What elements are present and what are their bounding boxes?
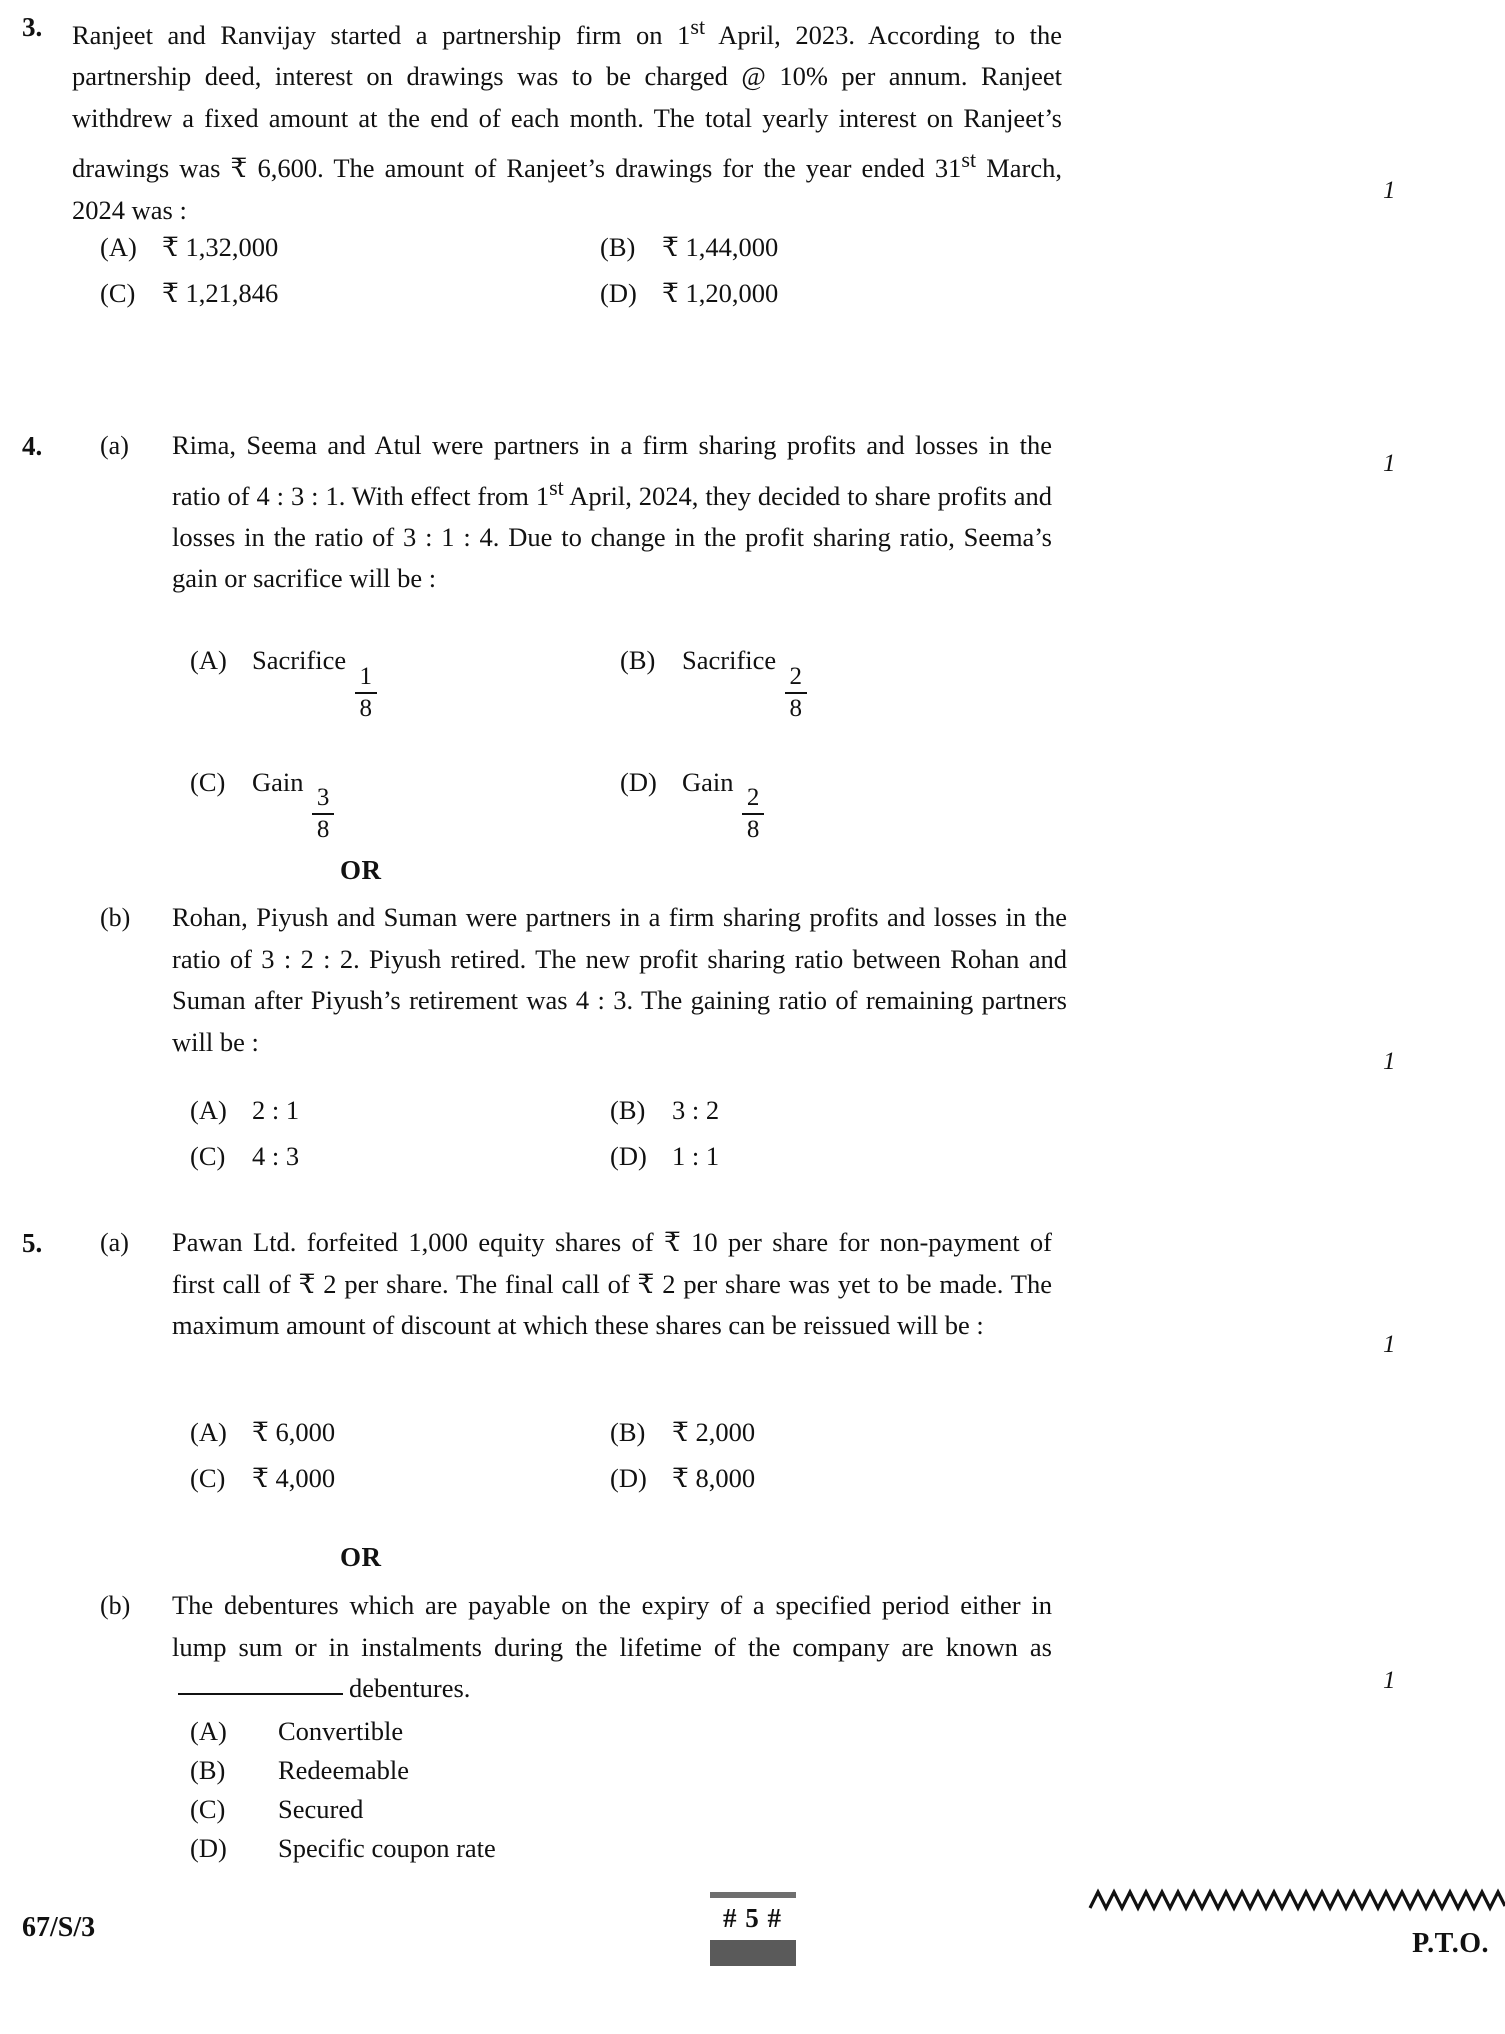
option-b[interactable] bbox=[610, 1412, 755, 1452]
question-5b-stem-suffix: debentures. bbox=[349, 1673, 471, 1703]
option-row bbox=[100, 273, 1300, 313]
option-d-tag: (D) bbox=[190, 1833, 227, 1863]
option-d-value: 1 : 1 bbox=[672, 1141, 720, 1171]
option-c-value: ₹ 1,21,846 bbox=[162, 278, 279, 308]
option-a[interactable] bbox=[190, 1712, 1090, 1751]
option-b-fraction bbox=[785, 664, 807, 722]
option-a[interactable] bbox=[190, 1090, 610, 1130]
option-d-word: Gain bbox=[682, 766, 734, 797]
option-a-fraction bbox=[355, 664, 377, 722]
question-5b-label: (b) bbox=[100, 1591, 131, 1620]
option-b[interactable] bbox=[620, 640, 809, 722]
option-c-value: ₹ 4,000 bbox=[252, 1463, 336, 1493]
option-d-tag: (D) bbox=[600, 278, 637, 308]
option-b-word: Sacrifice bbox=[682, 645, 777, 675]
option-d[interactable] bbox=[610, 1458, 755, 1498]
option-c-word: Gain bbox=[252, 766, 304, 797]
fraction-bar bbox=[742, 813, 764, 815]
option-c-tag: (C) bbox=[190, 766, 226, 797]
question-5a-label: (a) bbox=[100, 1228, 129, 1257]
fraction-numerator: 2 bbox=[789, 662, 803, 690]
question-5-or-separator: OR bbox=[340, 1542, 382, 1572]
option-row bbox=[190, 1412, 1390, 1452]
option-b-tag: (B) bbox=[610, 1095, 646, 1125]
question-5a-marks: 1 bbox=[1383, 1331, 1396, 1358]
page-number: # 5 # bbox=[723, 1903, 782, 1933]
fraction-numerator: 3 bbox=[316, 784, 330, 812]
fraction-denominator: 8 bbox=[359, 694, 373, 722]
fraction-bar bbox=[785, 692, 807, 694]
pto-label: P.T.O. bbox=[1412, 1928, 1489, 1959]
option-a-tag: (A) bbox=[190, 1095, 227, 1125]
fraction-bar bbox=[355, 692, 377, 694]
fraction-denominator: 8 bbox=[746, 816, 760, 844]
option-row bbox=[190, 1458, 1390, 1498]
question-4a-marks: 1 bbox=[1383, 450, 1396, 477]
question-4b-marks: 1 bbox=[1383, 1048, 1396, 1075]
option-b-tag: (B) bbox=[190, 1755, 226, 1785]
question-4b bbox=[0, 897, 1505, 1063]
fraction-numerator: 1 bbox=[359, 662, 373, 690]
option-d[interactable] bbox=[610, 1136, 719, 1176]
option-d-value: ₹ 8,000 bbox=[672, 1463, 756, 1493]
fill-in-blank[interactable] bbox=[178, 1693, 343, 1695]
option-b-tag: (B) bbox=[620, 645, 656, 675]
option-a-tag: (A) bbox=[100, 232, 137, 262]
question-3-number: 3. bbox=[22, 12, 43, 42]
option-row bbox=[190, 640, 1390, 722]
question-5b-stem bbox=[172, 1585, 1052, 1710]
option-a[interactable] bbox=[190, 640, 620, 722]
option-b-tag: (B) bbox=[610, 1417, 646, 1447]
option-d-value bbox=[682, 762, 766, 844]
option-a-value bbox=[252, 640, 379, 722]
question-5b-options bbox=[190, 1712, 1090, 1868]
fraction-denominator: 8 bbox=[316, 816, 330, 844]
option-c[interactable] bbox=[100, 273, 600, 313]
page-marker-bottom-bar bbox=[710, 1940, 796, 1966]
option-d-value: Specific coupon rate bbox=[278, 1833, 496, 1863]
page-footer bbox=[0, 1890, 1505, 2034]
option-c[interactable] bbox=[190, 1790, 1090, 1829]
question-5 bbox=[0, 1222, 1505, 1347]
option-c-tag: (C) bbox=[190, 1141, 226, 1171]
option-c[interactable] bbox=[190, 762, 620, 844]
question-5b-stem-prefix: The debentures which are payable on the expiry of a specified period either in lump sum or in instalments during the lifetime of the company are known as bbox=[172, 1590, 1052, 1662]
question-3 bbox=[0, 6, 1505, 231]
option-a[interactable] bbox=[190, 1412, 610, 1452]
question-5a-options bbox=[190, 1412, 1390, 1498]
question-4a-stem: Rima, Seema and Atul were partners in a firm sharing profits and losses in the ratio of 4 : 3 : 1. With effect from 1st April, 2024, they decided to share profits and losses in the ratio of 3 : 1 : 4. Due to change in the profit sharing ratio, Seema’s gain or sacrifice will be : bbox=[172, 430, 1053, 594]
option-a-tag: (A) bbox=[190, 1417, 227, 1447]
fraction-bar bbox=[312, 813, 334, 815]
option-d-fraction bbox=[742, 785, 764, 843]
option-row bbox=[190, 1090, 1390, 1130]
option-c-tag: (C) bbox=[100, 278, 136, 308]
question-4b-stem: Rohan, Piyush and Suman were partners in a firm sharing profits and losses in the ratio of 3 : 2 : 2. Piyush retired. The new profit sharing ratio between Rohan and Suman after Piyush’s retirement was 4 : 3. The gaining ratio of remaining partners will be : bbox=[172, 902, 1067, 1057]
option-b[interactable] bbox=[610, 1090, 719, 1130]
option-c-value: Secured bbox=[278, 1794, 364, 1824]
question-4b-label: (b) bbox=[100, 903, 131, 932]
option-a[interactable] bbox=[100, 227, 600, 267]
option-b[interactable] bbox=[190, 1751, 1090, 1790]
option-c-value bbox=[252, 762, 336, 844]
option-a-value: 2 : 1 bbox=[252, 1095, 300, 1125]
question-5b-marks: 1 bbox=[1383, 1667, 1396, 1694]
option-a-tag: (A) bbox=[190, 645, 227, 675]
zigzag-decoration-icon bbox=[1080, 1886, 1505, 1920]
question-4-number: 4. bbox=[22, 431, 43, 461]
option-d-tag: (D) bbox=[620, 766, 657, 797]
option-b-value bbox=[682, 640, 809, 722]
question-5-number: 5. bbox=[22, 1228, 43, 1258]
option-d-tag: (D) bbox=[610, 1141, 647, 1171]
page-number-marker bbox=[693, 1890, 813, 1966]
option-c[interactable] bbox=[190, 1458, 610, 1498]
option-d[interactable] bbox=[190, 1829, 1090, 1868]
option-a-value: Convertible bbox=[278, 1716, 404, 1746]
option-b-value: ₹ 1,44,000 bbox=[662, 232, 779, 262]
option-c-tag: (C) bbox=[190, 1794, 226, 1824]
option-a-value: ₹ 6,000 bbox=[252, 1417, 336, 1447]
option-b-value: Redeemable bbox=[278, 1755, 409, 1785]
question-4-or-separator: OR bbox=[340, 855, 382, 885]
question-4 bbox=[0, 425, 1505, 600]
question-4b-options bbox=[190, 1090, 1390, 1176]
option-c-tag: (C) bbox=[190, 1463, 226, 1493]
option-b-value: ₹ 2,000 bbox=[672, 1417, 756, 1447]
option-b-tag: (B) bbox=[600, 232, 636, 262]
question-4a-label: (a) bbox=[100, 431, 129, 460]
option-d[interactable] bbox=[620, 762, 766, 844]
option-b[interactable] bbox=[600, 227, 778, 267]
question-4a-options bbox=[190, 640, 1390, 843]
paper-code: 67/S/3 bbox=[22, 1912, 96, 1943]
option-row bbox=[100, 227, 1300, 267]
option-d-value: ₹ 1,20,000 bbox=[662, 278, 779, 308]
option-c-fraction bbox=[312, 785, 334, 843]
option-d[interactable] bbox=[600, 273, 778, 313]
question-3-options bbox=[100, 227, 1300, 313]
option-c[interactable] bbox=[190, 1136, 610, 1176]
option-b-value: 3 : 2 bbox=[672, 1095, 720, 1125]
option-row bbox=[190, 762, 1390, 844]
question-3-marks: 1 bbox=[1383, 177, 1396, 204]
fraction-denominator: 8 bbox=[789, 694, 803, 722]
option-a-tag: (A) bbox=[190, 1716, 227, 1746]
option-d-tag: (D) bbox=[610, 1463, 647, 1493]
option-a-word: Sacrifice bbox=[252, 645, 347, 675]
option-c-value: 4 : 3 bbox=[252, 1141, 300, 1171]
option-row bbox=[190, 1136, 1390, 1176]
question-3-stem: Ranjeet and Ranvijay started a partnership firm on 1st April, 2023. According to the partnership deed, interest on drawings was to be charged @ 10% per annum. Ranjeet withdrew a fixed amount at the end of each month. The total yearly interest on Ranjeet’s drawings was ₹ 6,600. The amount of Ranjeet’s drawings for the year ended 31st March, 2024 was : bbox=[72, 14, 1062, 225]
question-5a-stem: Pawan Ltd. forfeited 1,000 equity shares of ₹ 10 per share for non-payment of first call of ₹ 2 per share. The final call of ₹ 2 per share was yet to be made. The maximum amount of discount at which these shares can be reissued will be : bbox=[172, 1227, 1052, 1340]
option-a-value: ₹ 1,32,000 bbox=[162, 232, 279, 262]
fraction-numerator: 2 bbox=[746, 784, 760, 812]
question-5b bbox=[0, 1585, 1505, 1710]
